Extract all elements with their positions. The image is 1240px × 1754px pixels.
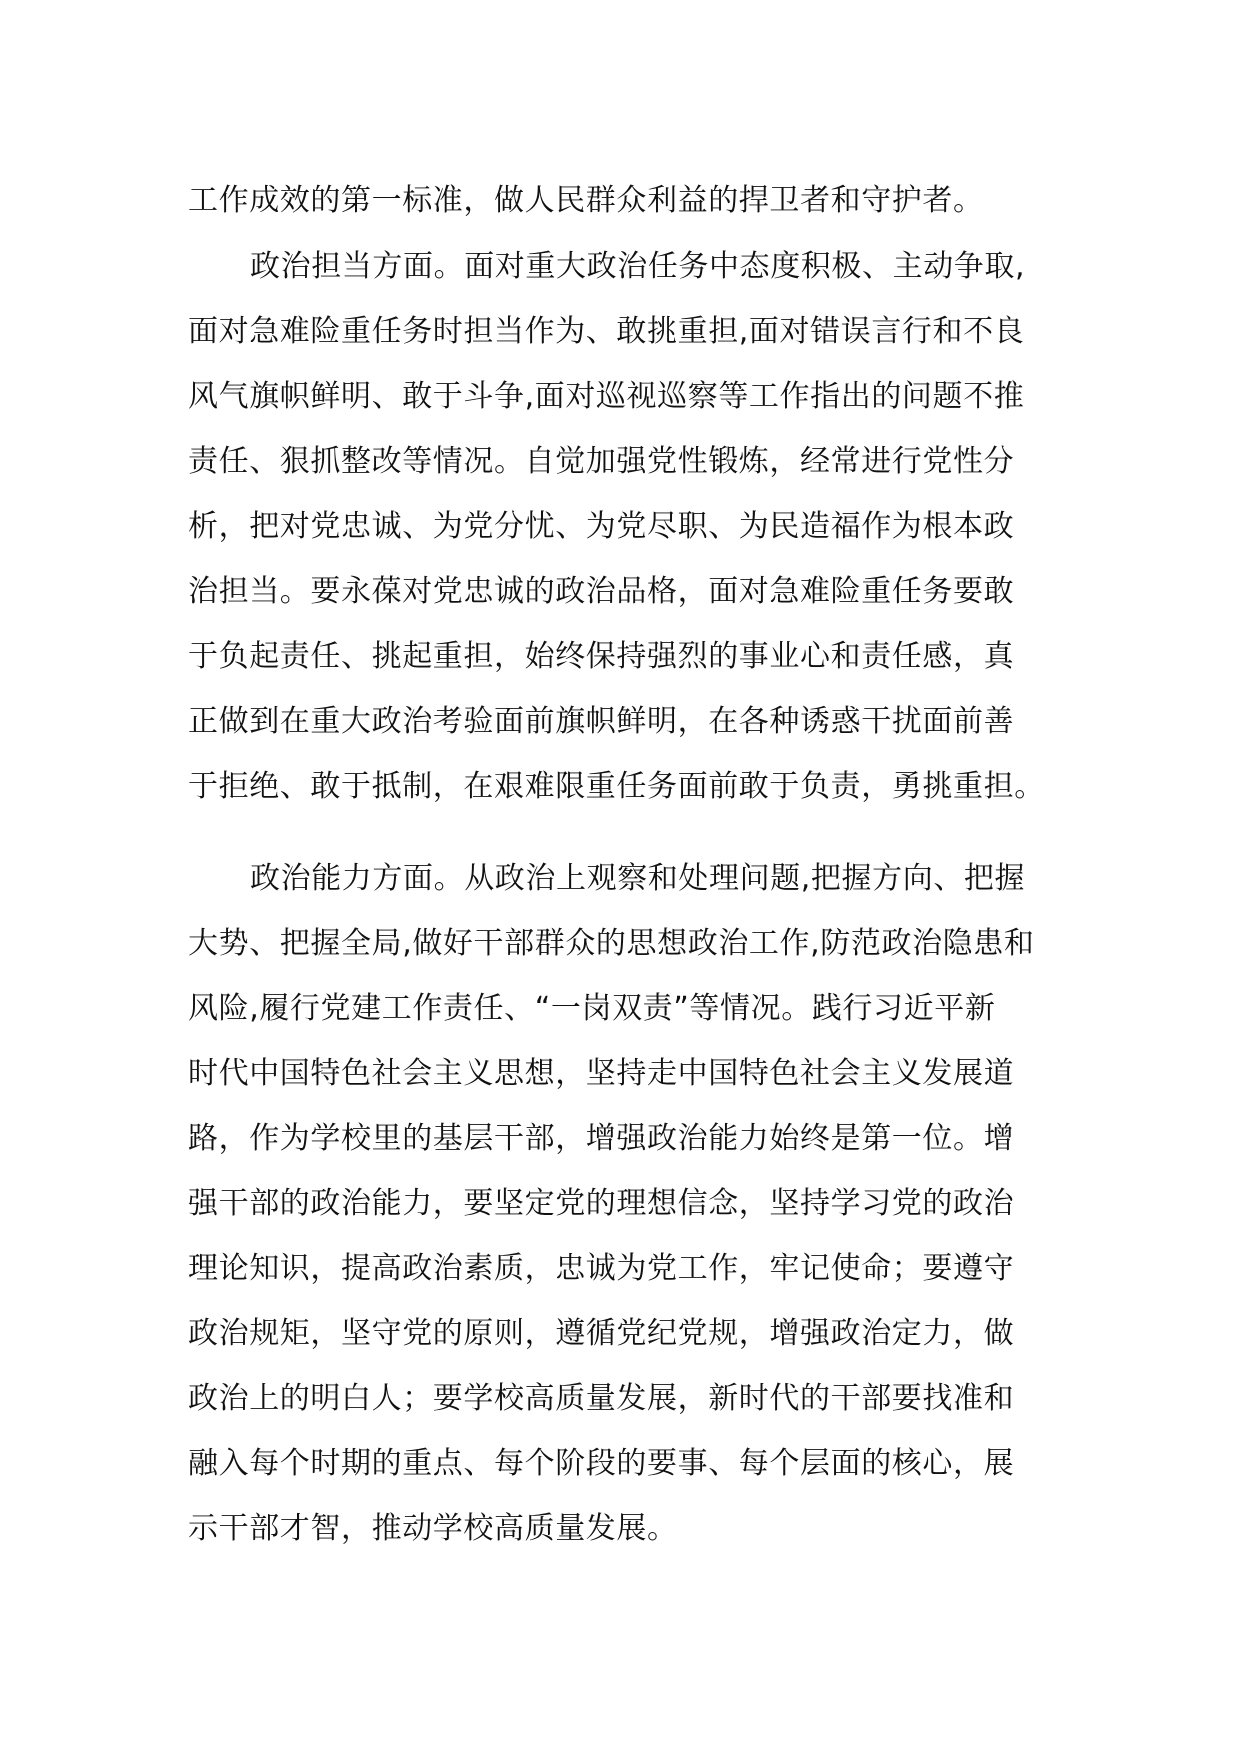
- text-line: 析，把对党忠诚、为党分忧、为党尽职、为民造福作为根本政: [188, 509, 1015, 544]
- text-line: 路，作为学校里的基层干部，增强政治能力始终是第一位。增: [188, 1121, 1015, 1156]
- paragraph-political-ability: [188, 846, 1068, 1561]
- text-line: 风险,履行党建工作责任、“一岗双责”等情况。践行习近平新: [188, 991, 996, 1026]
- text-line: 时代中国特色社会主义思想，坚持走中国特色社会主义发展道: [188, 1056, 1015, 1091]
- text-line: 责任、狠抓整改等情况。自觉加强党性锻炼，经常进行党性分: [188, 444, 1015, 479]
- text-line: 政治担当方面。面对重大政治任务中态度积极、主动争取,: [250, 249, 1026, 284]
- text-line: 大势、把握全局,做好干部群众的思想政治工作,防范政治隐患和: [188, 926, 1035, 961]
- text-line: 政治能力方面。从政治上观察和处理问题,把握方向、把握: [250, 861, 1026, 896]
- text-line: 工作成效的第一标准，做人民群众利益的捍卫者和守护者。: [188, 183, 984, 218]
- text-line: 于拒绝、敢于抵制，在艰难限重任务面前敢于负责，勇挑重担。: [188, 769, 1045, 804]
- text-line: 风气旗帜鲜明、敢于斗争,面对巡视巡察等工作指出的问题不推: [188, 379, 1025, 414]
- paragraph-continuation: [188, 168, 1068, 233]
- text-line: 融入每个时期的重点、每个阶段的要事、每个层面的核心，展: [188, 1446, 1015, 1481]
- text-line: 示干部才智，推动学校高质量发展。: [188, 1511, 678, 1546]
- text-line: 理论知识，提高政治素质，忠诚为党工作，牢记使命；要遵守: [188, 1251, 1015, 1286]
- text-line: 治担当。要永葆对党忠诚的政治品格，面对急难险重任务要敢: [188, 574, 1015, 609]
- paragraph-political-responsibility: [188, 234, 1068, 819]
- text-line: 正做到在重大政治考验面前旗帜鲜明，在各种诱惑干扰面前善: [188, 704, 1015, 739]
- text-line: 面对急难险重任务时担当作为、敢挑重担,面对错误言行和不良: [188, 314, 1025, 349]
- text-line: 政治上的明白人；要学校高质量发展，新时代的干部要找准和: [188, 1381, 1015, 1416]
- text-line: 政治规矩，坚守党的原则，遵循党纪党规，增强政治定力，做: [188, 1316, 1015, 1351]
- text-line: 强干部的政治能力，要坚定党的理想信念，坚持学习党的政治: [188, 1186, 1015, 1221]
- text-line: 于负起责任、挑起重担，始终保持强烈的事业心和责任感，真: [188, 639, 1015, 674]
